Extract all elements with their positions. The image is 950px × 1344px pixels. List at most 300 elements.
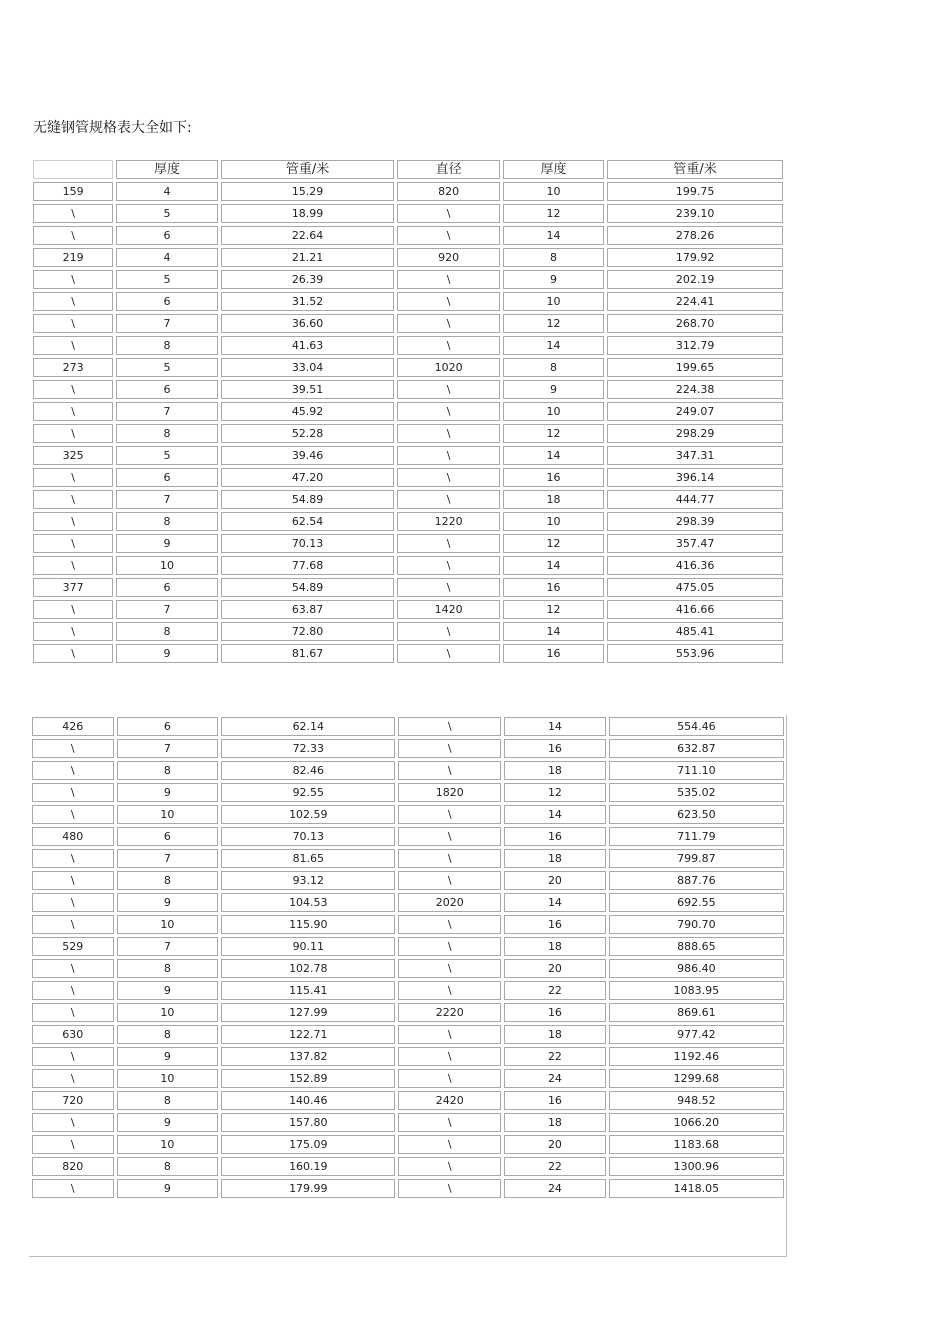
table-cell: 7: [116, 490, 217, 509]
table-cell: 127.99: [221, 1003, 395, 1022]
table-cell: \: [32, 1113, 114, 1132]
table-cell: 179.92: [607, 248, 783, 267]
table-cell: 8: [503, 358, 604, 377]
table-cell: 4: [116, 182, 217, 201]
table-cell: \: [32, 805, 114, 824]
table-cell: 62.54: [221, 512, 395, 531]
table-cell: 16: [504, 739, 606, 758]
table-cell: 93.12: [221, 871, 395, 890]
table-cell: \: [398, 1113, 501, 1132]
table-row: [32, 1091, 784, 1110]
table-cell: \: [33, 644, 113, 663]
table-cell: 1820: [398, 783, 501, 802]
table-cell: \: [33, 204, 113, 223]
table-cell: 219: [33, 248, 113, 267]
table-header-row: [33, 160, 783, 179]
table-cell: 799.87: [609, 849, 784, 868]
table-cell: 26.39: [221, 270, 395, 289]
table-cell: 18: [503, 490, 604, 509]
table-cell: 7: [116, 314, 217, 333]
table-cell: \: [33, 336, 113, 355]
table-cell: 9: [503, 380, 604, 399]
table-cell: \: [33, 380, 113, 399]
table-cell: 416.66: [607, 600, 783, 619]
table-cell: 199.75: [607, 182, 783, 201]
table-cell: \: [32, 981, 114, 1000]
table-cell: \: [397, 468, 499, 487]
table-cell: 18.99: [221, 204, 395, 223]
table-cell: \: [398, 915, 501, 934]
table-cell: 10: [503, 512, 604, 531]
table-cell: 12: [503, 204, 604, 223]
table-cell: 6: [116, 380, 217, 399]
table-cell: 820: [32, 1157, 114, 1176]
table-cell: 31.52: [221, 292, 395, 311]
table-row: [33, 578, 783, 597]
table-cell: 14: [504, 717, 606, 736]
table-cell: 9: [117, 1113, 219, 1132]
table-cell: 268.70: [607, 314, 783, 333]
table-cell: 18: [504, 1113, 606, 1132]
table-cell: 790.70: [609, 915, 784, 934]
table-cell: 16: [503, 468, 604, 487]
table-cell: 820: [397, 182, 499, 201]
table-cell: 104.53: [221, 893, 395, 912]
table-cell: \: [33, 226, 113, 245]
table-cell: 14: [503, 446, 604, 465]
table-cell: 12: [504, 783, 606, 802]
table-cell: 22.64: [221, 226, 395, 245]
table-cell: 6: [116, 292, 217, 311]
table-cell: 8: [116, 336, 217, 355]
table-cell: 8: [503, 248, 604, 267]
table-row: [32, 1003, 784, 1022]
table-cell: 986.40: [609, 959, 784, 978]
table-cell: 152.89: [221, 1069, 395, 1088]
header-cell: 管重/米: [221, 160, 395, 179]
table-cell: 312.79: [607, 336, 783, 355]
table-cell: \: [398, 739, 501, 758]
table-cell: 8: [116, 424, 217, 443]
table-row: [33, 182, 783, 201]
table-cell: 14: [503, 622, 604, 641]
table-cell: \: [33, 534, 113, 553]
table-row: [32, 849, 784, 868]
table-cell: \: [32, 761, 114, 780]
table-cell: \: [397, 402, 499, 421]
table-cell: \: [32, 783, 114, 802]
table-cell: 9: [117, 981, 219, 1000]
table-cell: 22: [504, 1157, 606, 1176]
table-cell: 63.87: [221, 600, 395, 619]
table-cell: 10: [117, 805, 219, 824]
table-row: [33, 468, 783, 487]
table-cell: 9: [117, 893, 219, 912]
table-row: [32, 959, 784, 978]
table-cell: 8: [117, 1025, 219, 1044]
table-cell: \: [398, 1069, 501, 1088]
table-cell: 52.28: [221, 424, 395, 443]
table-cell: 24: [504, 1069, 606, 1088]
table-cell: 475.05: [607, 578, 783, 597]
table-cell: 325: [33, 446, 113, 465]
table-cell: 2220: [398, 1003, 501, 1022]
table-cell: 16: [504, 1091, 606, 1110]
table-cell: \: [33, 512, 113, 531]
table-cell: 888.65: [609, 937, 784, 956]
table-cell: 54.89: [221, 578, 395, 597]
table-cell: 14: [503, 556, 604, 575]
table-cell: \: [398, 805, 501, 824]
table-cell: 137.82: [221, 1047, 395, 1066]
table-cell: 6: [117, 717, 219, 736]
table-cell: \: [33, 424, 113, 443]
table-cell: \: [32, 915, 114, 934]
table-cell: 16: [503, 578, 604, 597]
table-cell: 21.21: [221, 248, 395, 267]
table-row: [32, 739, 784, 758]
table-cell: 92.55: [221, 783, 395, 802]
table-cell: 175.09: [221, 1135, 395, 1154]
table-cell: 10: [503, 402, 604, 421]
table-cell: 416.36: [607, 556, 783, 575]
table-row: [33, 534, 783, 553]
table-cell: \: [33, 270, 113, 289]
table-cell: \: [33, 490, 113, 509]
table-cell: 444.77: [607, 490, 783, 509]
table-cell: \: [398, 761, 501, 780]
table-cell: \: [32, 1003, 114, 1022]
table-cell: \: [32, 849, 114, 868]
table-cell: \: [32, 739, 114, 758]
table-row: [32, 1157, 784, 1176]
table-cell: 377: [33, 578, 113, 597]
table-cell: 62.14: [221, 717, 395, 736]
table-cell: 102.78: [221, 959, 395, 978]
table-row: [32, 1069, 784, 1088]
table-cell: 24: [504, 1179, 606, 1198]
table-cell: 869.61: [609, 1003, 784, 1022]
table-cell: \: [397, 292, 499, 311]
table-cell: 1083.95: [609, 981, 784, 1000]
table-row: [33, 314, 783, 333]
table-cell: 9: [117, 1047, 219, 1066]
table-cell: \: [398, 981, 501, 1000]
table-cell: 20: [504, 959, 606, 978]
table-cell: \: [33, 402, 113, 421]
table-cell: 20: [504, 1135, 606, 1154]
table-cell: \: [33, 468, 113, 487]
table-cell: 8: [117, 871, 219, 890]
table-cell: \: [398, 937, 501, 956]
table-row: [32, 1047, 784, 1066]
table-cell: \: [398, 1157, 501, 1176]
table-cell: 7: [117, 937, 219, 956]
table-row: [32, 871, 784, 890]
table-cell: \: [397, 556, 499, 575]
table-row: [33, 204, 783, 223]
table-row: [32, 1135, 784, 1154]
table-cell: 1192.46: [609, 1047, 784, 1066]
table-cell: 18: [504, 849, 606, 868]
table-cell: 5: [116, 204, 217, 223]
table-cell: 554.46: [609, 717, 784, 736]
table-cell: \: [32, 893, 114, 912]
table-cell: 6: [116, 226, 217, 245]
table-cell: 90.11: [221, 937, 395, 956]
table-cell: \: [398, 1135, 501, 1154]
table-cell: \: [397, 534, 499, 553]
table-cell: 8: [116, 622, 217, 641]
table-cell: 202.19: [607, 270, 783, 289]
table-cell: 72.33: [221, 739, 395, 758]
table-row: [33, 358, 783, 377]
table-cell: \: [398, 871, 501, 890]
table-row: [33, 446, 783, 465]
table-cell: 16: [504, 1003, 606, 1022]
table-cell: 36.60: [221, 314, 395, 333]
table-row: [33, 644, 783, 663]
table-cell: 298.29: [607, 424, 783, 443]
table-cell: \: [397, 270, 499, 289]
table-cell: 347.31: [607, 446, 783, 465]
table-cell: 10: [117, 1135, 219, 1154]
table-cell: 115.90: [221, 915, 395, 934]
table-cell: 16: [504, 915, 606, 934]
table-cell: 2420: [398, 1091, 501, 1110]
table-cell: 14: [503, 336, 604, 355]
table-cell: 159: [33, 182, 113, 201]
table-cell: 480: [32, 827, 114, 846]
table-cell: 9: [503, 270, 604, 289]
table-cell: 553.96: [607, 644, 783, 663]
table-cell: \: [398, 1025, 501, 1044]
table-cell: \: [398, 849, 501, 868]
table-cell: 14: [504, 805, 606, 824]
table-row: [32, 783, 784, 802]
table-cell: \: [397, 578, 499, 597]
table-cell: 14: [503, 226, 604, 245]
table-cell: 22: [504, 981, 606, 1000]
table-cell: 81.67: [221, 644, 395, 663]
table-cell: 39.46: [221, 446, 395, 465]
table-cell: 22: [504, 1047, 606, 1066]
table-row: [33, 600, 783, 619]
spec-table-2: [29, 714, 787, 1201]
table-cell: \: [32, 1047, 114, 1066]
table-row: [33, 622, 783, 641]
table-cell: 16: [504, 827, 606, 846]
table-cell: 102.59: [221, 805, 395, 824]
table-cell: 16: [503, 644, 604, 663]
table-cell: 8: [117, 761, 219, 780]
table-row: [33, 512, 783, 531]
table-cell: 535.02: [609, 783, 784, 802]
table-cell: 1420: [397, 600, 499, 619]
table-row: [33, 380, 783, 399]
table-row: [33, 226, 783, 245]
table-cell: 14: [504, 893, 606, 912]
table-cell: 18: [504, 761, 606, 780]
table-cell: \: [398, 827, 501, 846]
table-row: [33, 336, 783, 355]
table-cell: 7: [117, 849, 219, 868]
table-cell: 632.87: [609, 739, 784, 758]
table-cell: 179.99: [221, 1179, 395, 1198]
table-cell: 8: [117, 959, 219, 978]
table-cell: 1066.20: [609, 1113, 784, 1132]
table-cell: 82.46: [221, 761, 395, 780]
table-row: [32, 915, 784, 934]
table-row: [32, 893, 784, 912]
table-cell: 12: [503, 534, 604, 553]
table-cell: 623.50: [609, 805, 784, 824]
table-cell: 54.89: [221, 490, 395, 509]
table-cell: \: [33, 314, 113, 333]
table-cell: 9: [116, 644, 217, 663]
table-cell: \: [32, 1069, 114, 1088]
table-cell: 1020: [397, 358, 499, 377]
table-cell: 70.13: [221, 534, 395, 553]
table-cell: 77.68: [221, 556, 395, 575]
table-cell: 920: [397, 248, 499, 267]
table-cell: 224.41: [607, 292, 783, 311]
table-cell: 273: [33, 358, 113, 377]
table-row: [32, 1113, 784, 1132]
table-cell: 122.71: [221, 1025, 395, 1044]
table-cell: 12: [503, 424, 604, 443]
table-cell: 18: [504, 1025, 606, 1044]
table-cell: \: [397, 204, 499, 223]
header-cell: [33, 160, 113, 179]
table-cell: 7: [116, 402, 217, 421]
table-cell: \: [33, 556, 113, 575]
table-cell: 39.51: [221, 380, 395, 399]
table-cell: \: [397, 380, 499, 399]
table-cell: \: [398, 717, 501, 736]
table-cell: 278.26: [607, 226, 783, 245]
table-cell: 711.10: [609, 761, 784, 780]
table-cell: 45.92: [221, 402, 395, 421]
table-cell: 249.07: [607, 402, 783, 421]
table-row: [32, 761, 784, 780]
header-cell: 管重/米: [607, 160, 783, 179]
table-row: [32, 717, 784, 736]
table-cell: 6: [116, 468, 217, 487]
table-cell: \: [32, 959, 114, 978]
table-cell: 298.39: [607, 512, 783, 531]
table-cell: 10: [117, 915, 219, 934]
table-cell: \: [33, 622, 113, 641]
header-cell: 厚度: [116, 160, 217, 179]
table-cell: \: [398, 959, 501, 978]
table-cell: 948.52: [609, 1091, 784, 1110]
table-row: [33, 402, 783, 421]
page-title: 无缝钢管规格表大全如下:: [33, 120, 192, 136]
table-cell: \: [397, 424, 499, 443]
table-row: [32, 827, 784, 846]
table-cell: 10: [503, 292, 604, 311]
table-row: [33, 424, 783, 443]
table-cell: 6: [116, 578, 217, 597]
table-cell: \: [397, 490, 499, 509]
table-cell: 6: [117, 827, 219, 846]
table-cell: 357.47: [607, 534, 783, 553]
table-cell: 8: [117, 1091, 219, 1110]
table-row: [32, 981, 784, 1000]
table-cell: 70.13: [221, 827, 395, 846]
table-cell: 15.29: [221, 182, 395, 201]
table-row: [32, 937, 784, 956]
table-cell: \: [398, 1047, 501, 1066]
table-cell: 115.41: [221, 981, 395, 1000]
table-cell: 224.38: [607, 380, 783, 399]
table-row: [32, 1025, 784, 1044]
table-cell: 1299.68: [609, 1069, 784, 1088]
table-cell: 18: [504, 937, 606, 956]
table-cell: 10: [503, 182, 604, 201]
table-cell: \: [33, 292, 113, 311]
table-cell: \: [32, 1135, 114, 1154]
table-cell: 529: [32, 937, 114, 956]
table-cell: 5: [116, 446, 217, 465]
table-cell: 7: [116, 600, 217, 619]
table-cell: 426: [32, 717, 114, 736]
table-cell: 4: [116, 248, 217, 267]
table-cell: \: [32, 1179, 114, 1198]
table-cell: \: [32, 871, 114, 890]
table-cell: \: [397, 314, 499, 333]
table-cell: \: [397, 644, 499, 663]
table-row: [33, 556, 783, 575]
table-cell: 20: [504, 871, 606, 890]
table-cell: 485.41: [607, 622, 783, 641]
table-cell: \: [397, 226, 499, 245]
table-cell: 8: [116, 512, 217, 531]
table-cell: \: [397, 336, 499, 355]
spec-table-1: [30, 157, 786, 666]
table-cell: 887.76: [609, 871, 784, 890]
table-cell: 10: [117, 1069, 219, 1088]
table-cell: \: [33, 600, 113, 619]
header-cell: 厚度: [503, 160, 604, 179]
table-cell: \: [397, 446, 499, 465]
table-cell: 157.80: [221, 1113, 395, 1132]
table-cell: 41.63: [221, 336, 395, 355]
table-cell: 10: [117, 1003, 219, 1022]
header-cell: 直径: [397, 160, 499, 179]
table-cell: \: [397, 622, 499, 641]
table-cell: 2020: [398, 893, 501, 912]
table-cell: 9: [116, 534, 217, 553]
table-cell: 711.79: [609, 827, 784, 846]
table-cell: 692.55: [609, 893, 784, 912]
table-cell: 1300.96: [609, 1157, 784, 1176]
table-row: [33, 248, 783, 267]
table-cell: 140.46: [221, 1091, 395, 1110]
table-cell: 9: [117, 783, 219, 802]
table-cell: 72.80: [221, 622, 395, 641]
table-cell: 239.10: [607, 204, 783, 223]
table-cell: 81.65: [221, 849, 395, 868]
table-cell: 160.19: [221, 1157, 395, 1176]
table-cell: 720: [32, 1091, 114, 1110]
table-cell: 12: [503, 314, 604, 333]
table-cell: 10: [116, 556, 217, 575]
table-cell: 1418.05: [609, 1179, 784, 1198]
table-row: [33, 490, 783, 509]
table-cell: 47.20: [221, 468, 395, 487]
